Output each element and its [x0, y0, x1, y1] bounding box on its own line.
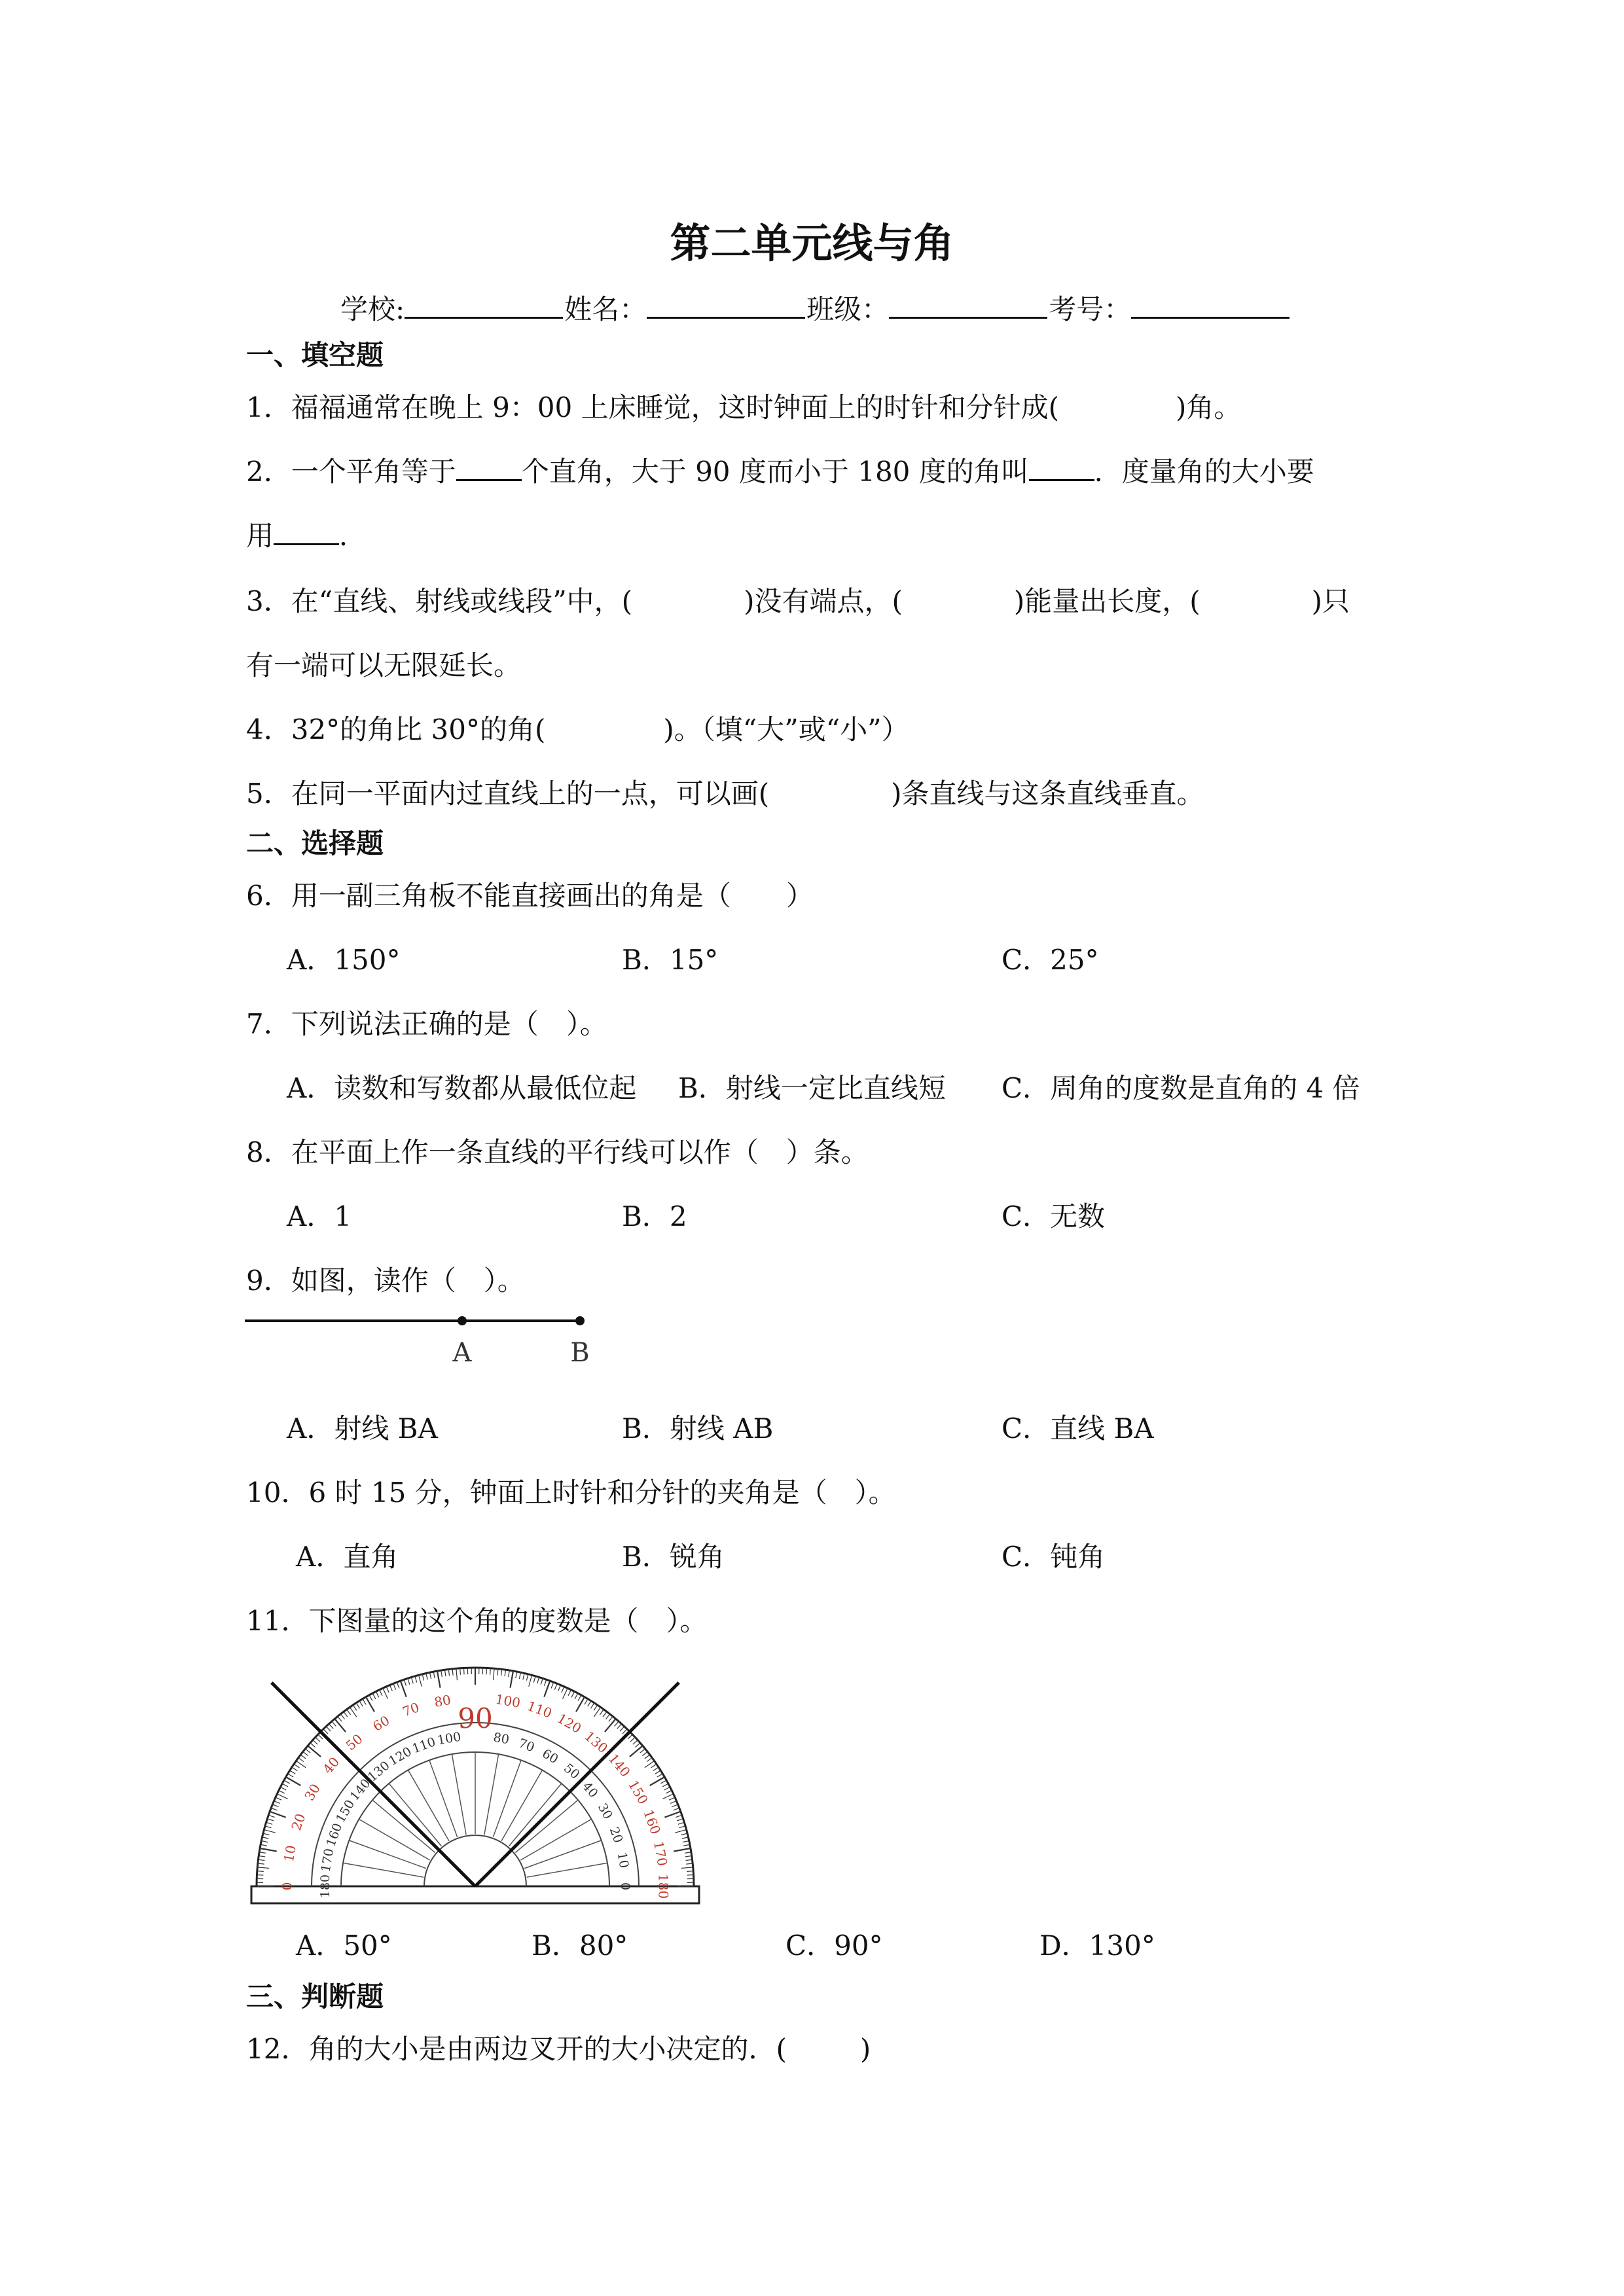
q10-option-b[interactable]: B．锐角 [622, 1541, 725, 1573]
protractor-tick [284, 1780, 290, 1784]
protractor-tick [460, 1668, 461, 1675]
protractor-radial-line [527, 1863, 607, 1877]
protractor-inner-number: 50 [560, 1761, 583, 1782]
question-3: 3．在“直线、射线或线段”中，( )没有端点，( )能量出长度，( )只 [246, 585, 1350, 617]
protractor-outer-number: 50 [342, 1731, 366, 1754]
protractor-tick [687, 1875, 694, 1876]
protractor-tick [650, 1777, 665, 1785]
protractor-outer-number: 0 [279, 1882, 295, 1891]
q8-option-b[interactable]: B．2 [622, 1200, 687, 1232]
protractor-radial-line [524, 1840, 601, 1869]
protractor-tick [676, 1815, 681, 1817]
protractor-tick [679, 1826, 685, 1828]
protractor-tick [376, 1691, 379, 1697]
protractor-tick [486, 1668, 487, 1674]
protractor-tick [415, 1676, 417, 1683]
protractor-outer-number: 80 [433, 1691, 452, 1710]
protractor-tick [615, 1721, 619, 1727]
protractor-tick [558, 1685, 561, 1691]
protractor-tick [372, 1693, 376, 1699]
protractor-tick [588, 1701, 591, 1706]
protractor-tick [419, 1675, 422, 1686]
protractor-tick [271, 1808, 277, 1810]
protractor-tick [445, 1670, 446, 1676]
q8-option-a[interactable]: A．1 [287, 1200, 352, 1232]
protractor-tick [662, 1784, 668, 1787]
question-9: 9．如图，读作（ ）。 [246, 1265, 525, 1297]
protractor-tick [261, 1844, 267, 1846]
label-b: B [570, 1338, 590, 1368]
protractor-radial-line [349, 1840, 425, 1869]
protractor-tick [353, 1705, 357, 1710]
question-7: 7．下列说法正确的是（ ）。 [246, 1008, 607, 1040]
protractor-tick [519, 1672, 520, 1679]
protractor-tick [257, 1867, 269, 1869]
protractor-tick [666, 1791, 672, 1793]
q6-option-a[interactable]: A．150° [287, 944, 401, 976]
protractor-tick [334, 1719, 346, 1732]
protractor-tick [464, 1668, 465, 1674]
protractor-tick [677, 1819, 683, 1821]
protractor-tick [298, 1758, 304, 1762]
question-1: 1．福福通常在晚上 9：00 上床睡觉，这时钟面上的时针和分针成( )角。 [246, 391, 1242, 423]
ray-figure [242, 1302, 609, 1374]
protractor-radial-line [484, 1754, 499, 1835]
protractor-tick [386, 1687, 389, 1693]
protractor-tick [562, 1687, 564, 1693]
protractor-inner-number: 160 [323, 1821, 346, 1849]
protractor-tick [554, 1683, 557, 1689]
protractor-tick [633, 1740, 638, 1745]
protractor-tick [605, 1719, 616, 1732]
protractor-outer-number: 70 [400, 1699, 422, 1720]
protractor-tick [310, 1743, 316, 1748]
protractor-tick [686, 1863, 693, 1864]
protractor-tick [674, 1848, 691, 1852]
label-a: A [452, 1338, 472, 1368]
protractor-tick [437, 1671, 441, 1688]
measured-angle-ray [272, 1683, 475, 1886]
protractor-tick [393, 1683, 396, 1689]
protractor-tick [526, 1674, 528, 1681]
protractor-tick [422, 1674, 424, 1681]
protractor-tick [404, 1679, 406, 1685]
protractor-tick [537, 1677, 539, 1684]
protractor-tick [288, 1774, 294, 1777]
protractor-tick [329, 1724, 334, 1729]
protractor-tick [544, 1679, 546, 1685]
q9-option-c[interactable]: C．直线 BA [1001, 1412, 1154, 1444]
protractor-tick [655, 1770, 660, 1774]
protractor-tick [630, 1737, 635, 1742]
protractor-tick [516, 1672, 517, 1678]
protractor-tick [523, 1674, 524, 1680]
protractor-inner-number: 20 [606, 1825, 626, 1845]
protractor-tick [578, 1695, 581, 1701]
protractor-tick [683, 1844, 690, 1846]
protractor-tick [617, 1724, 622, 1729]
protractor-tick [258, 1863, 264, 1864]
protractor-tick [647, 1758, 652, 1762]
protractor-tick [266, 1822, 273, 1824]
protractor-outer-number: 60 [370, 1712, 393, 1734]
protractor-inner-number: 0 [618, 1882, 632, 1891]
section-multiple-choice: 二、选择题 [246, 827, 384, 859]
protractor-tick [653, 1767, 659, 1770]
protractor-tick [268, 1815, 274, 1817]
protractor-tick [332, 1721, 336, 1727]
question-4: 4．32°的角比 30°的角( )。（填“大”或“小”） [246, 713, 909, 745]
question-3-continued: 有一端可以无限延长。 [246, 649, 522, 681]
protractor-tick [603, 1712, 607, 1717]
q11-option-a[interactable]: A．50° [296, 1929, 392, 1962]
protractor-inner-number: 110 [410, 1734, 438, 1757]
protractor-tick [529, 1675, 532, 1686]
protractor-tick [640, 1749, 645, 1753]
protractor-tick [576, 1697, 585, 1712]
protractor-tick [277, 1794, 287, 1799]
protractor-tick [678, 1822, 685, 1824]
protractor-tick [594, 1705, 598, 1710]
protractor-outer-number: 30 [301, 1781, 323, 1804]
protractor-tick [681, 1833, 687, 1835]
protractor-tick [541, 1678, 543, 1685]
protractor-tick [620, 1727, 624, 1731]
protractor-radial-line [343, 1863, 424, 1877]
protractor-inner-number: 70 [516, 1736, 537, 1755]
protractor-tick [657, 1774, 663, 1777]
q7-option-a[interactable]: A．读数和写数都从最低位起 [287, 1072, 637, 1104]
protractor-tick [261, 1841, 268, 1842]
protractor-tick [369, 1695, 372, 1701]
protractor-tick [662, 1794, 673, 1799]
protractor-figure [242, 1662, 720, 1911]
q6-option-b[interactable]: B．15° [622, 944, 719, 976]
q7-option-b[interactable]: B．射线一定比直线短 [678, 1072, 946, 1104]
protractor-tick [682, 1837, 689, 1839]
q10-option-c[interactable]: C．钝角 [1001, 1541, 1106, 1573]
protractor-tick [681, 1867, 693, 1869]
protractor-tick [316, 1737, 320, 1742]
q11-option-d[interactable]: D．130° [1039, 1929, 1155, 1962]
measured-angle-ray [475, 1683, 679, 1886]
protractor-tick [609, 1716, 613, 1721]
question-2-continued: 用 ． [246, 520, 367, 552]
protractor-tick [257, 1871, 264, 1872]
protractor-tick [533, 1676, 535, 1683]
protractor-tick [426, 1674, 427, 1680]
protractor-tick [263, 1833, 270, 1835]
name-label: 姓名： [564, 293, 647, 325]
protractor-tick [290, 1770, 295, 1774]
protractor-tick [685, 1856, 692, 1857]
question-6: 6．用一副三角板不能直接画出的角是（ ） [246, 880, 814, 912]
question-12: 12．角的大小是由两边叉开的大小决定的．( ) [246, 2033, 871, 2065]
protractor-tick [286, 1777, 301, 1785]
question-8: 8．在平面上作一条直线的平行线可以作（ ）条。 [246, 1136, 869, 1168]
protractor-tick [510, 1671, 513, 1688]
protractor-tick [636, 1743, 641, 1748]
protractor-tick [490, 1668, 491, 1675]
school-blank[interactable] [405, 293, 563, 319]
protractor-tick [347, 1710, 351, 1715]
protractor-tick [292, 1767, 297, 1770]
protractor-tick [257, 1875, 263, 1876]
protractor-tick [563, 1688, 568, 1698]
protractor-tick [551, 1682, 554, 1688]
protractor-tick [605, 1714, 609, 1719]
protractor-tick [276, 1797, 281, 1800]
exam-number-label: 考号： [1049, 293, 1132, 325]
protractor-tick [590, 1703, 594, 1708]
protractor-tick [262, 1837, 269, 1839]
protractor-tick [305, 1749, 310, 1753]
question-2: 2．一个平角等于 个直角，大于 90 度而小于 180 度的角叫 ．度量角的大小要 [246, 456, 1314, 488]
protractor-90-label: 90 [458, 1702, 493, 1734]
protractor-tick [430, 1672, 431, 1679]
section-true-false: 三、判断题 [246, 1981, 384, 2013]
protractor-tick [456, 1668, 458, 1680]
protractor-tick [686, 1859, 693, 1860]
protractor-inner-number: 80 [492, 1730, 511, 1748]
protractor-tick [675, 1830, 686, 1833]
protractor-outer-number: 10 [280, 1844, 299, 1863]
protractor-tick [585, 1699, 588, 1705]
exam-number-blank[interactable] [1131, 293, 1290, 319]
protractor-tick [645, 1755, 650, 1759]
protractor-tick [571, 1691, 575, 1697]
protractor-tick [264, 1830, 275, 1833]
protractor-tick [366, 1697, 374, 1712]
protractor-tick [294, 1764, 299, 1768]
protractor-tick [356, 1703, 359, 1708]
protractor-tick [630, 1746, 643, 1757]
protractor-tick [308, 1746, 321, 1757]
protractor-inner-number: 130 [365, 1758, 393, 1785]
protractor-outer-number: 130 [581, 1728, 611, 1757]
question-11: 11．下图量的这个角的度数是（ ）。 [246, 1605, 708, 1637]
protractor-inner-number: 170 [318, 1847, 337, 1874]
protractor-tick [575, 1693, 578, 1699]
protractor-tick [433, 1672, 435, 1678]
protractor-tick [383, 1688, 388, 1698]
page-title: 第二单元线与角 [670, 219, 954, 267]
protractor-tick [303, 1751, 308, 1755]
protractor-tick [660, 1780, 666, 1784]
protractor-tick [664, 1787, 670, 1790]
protractor-tick [326, 1727, 331, 1731]
protractor-tick [363, 1699, 366, 1705]
protractor-outer-number: 140 [605, 1750, 634, 1780]
protractor-outer-number: 100 [494, 1691, 522, 1712]
protractor-tick [642, 1751, 647, 1755]
q10-option-a[interactable]: A．直角 [296, 1541, 399, 1573]
q9-option-a[interactable]: A．射线 BA [287, 1412, 438, 1444]
q8-option-c[interactable]: C．无数 [1001, 1200, 1106, 1232]
protractor-radial-line [452, 1754, 466, 1835]
point-b [575, 1316, 585, 1325]
protractor-tick [340, 1714, 344, 1719]
protractor-radial-line [493, 1760, 521, 1837]
protractor-tick [411, 1677, 413, 1684]
protractor-tick [672, 1804, 677, 1807]
protractor-inner-number: 10 [614, 1851, 632, 1870]
protractor-tick [408, 1678, 410, 1685]
protractor-tick [259, 1852, 266, 1854]
protractor-tick [274, 1801, 280, 1803]
name-blank[interactable] [647, 293, 805, 319]
protractor-outer-number: 110 [525, 1698, 554, 1721]
protractor-tick [685, 1852, 691, 1854]
school-label: 学校: [340, 293, 405, 325]
protractor-tick [448, 1669, 449, 1676]
answer-blank[interactable] [274, 521, 339, 545]
protractor-tick [397, 1682, 399, 1688]
protractor-outer-number: 160 [640, 1807, 664, 1837]
protractor-tick [313, 1740, 317, 1745]
protractor-tick [344, 1712, 348, 1717]
student-info-line [340, 288, 1291, 327]
q9-option-b[interactable]: B．射线 AB [622, 1412, 774, 1444]
protractor-outer-number: 180 [655, 1873, 672, 1899]
protractor-tick [260, 1848, 277, 1852]
question-5: 5．在同一平面内过直线上的一点，可以画( )条直线与这条直线垂直。 [246, 778, 1204, 810]
class-label: 班级： [806, 293, 890, 325]
protractor-tick [497, 1669, 498, 1676]
protractor-tick [509, 1670, 510, 1677]
protractor-tick [300, 1755, 306, 1759]
protractor-tick [673, 1808, 679, 1810]
answer-blank[interactable] [1029, 457, 1094, 481]
protractor-tick [389, 1685, 392, 1691]
protractor-tick [687, 1871, 693, 1872]
protractor-tick [600, 1710, 604, 1715]
protractor-outer-number: 170 [650, 1840, 671, 1867]
protractor-outer-number: 150 [625, 1777, 651, 1807]
protractor-tick [282, 1784, 288, 1787]
protractor-inner-number: 150 [333, 1797, 358, 1825]
protractor-tick [380, 1690, 382, 1696]
protractor-inner-number: 30 [594, 1801, 615, 1822]
protractor-tick [265, 1826, 272, 1828]
protractor-inner-number: 60 [539, 1746, 561, 1767]
q7-option-c[interactable]: C．周角的度数是直角的 4 倍 [1001, 1072, 1360, 1104]
protractor-tick [280, 1787, 286, 1790]
protractor-tick [670, 1801, 676, 1803]
protractor-tick [568, 1690, 571, 1696]
question-10: 10．6 时 15 分，钟面上时针和分针的夹角是（ ）。 [246, 1477, 896, 1509]
section-fill-blank: 一、填空题 [246, 339, 384, 371]
protractor-tick [683, 1841, 689, 1842]
protractor-tick [669, 1797, 675, 1800]
protractor-tick [272, 1804, 278, 1807]
answer-blank[interactable] [456, 457, 522, 481]
protractor-center-arc [424, 1835, 526, 1886]
point-a [458, 1316, 467, 1325]
protractor-tick [267, 1819, 274, 1821]
protractor-tick [359, 1701, 363, 1706]
protractor-radial-line [429, 1760, 458, 1837]
protractor-tick [258, 1859, 264, 1860]
q11-option-b[interactable]: B．80° [532, 1929, 628, 1962]
q6-option-c[interactable]: C．25° [1001, 944, 1099, 976]
protractor-tick [441, 1670, 442, 1677]
protractor-inner-number: 180 [318, 1874, 333, 1899]
protractor-tick [494, 1668, 495, 1680]
protractor-tick [279, 1791, 285, 1793]
q11-option-c[interactable]: C．90° [785, 1929, 883, 1962]
protractor-tick [259, 1856, 265, 1857]
protractor-inner-number: 40 [579, 1779, 601, 1801]
protractor-outer-number: 120 [554, 1710, 585, 1736]
protractor-tick [452, 1669, 453, 1676]
protractor-tick [651, 1764, 657, 1768]
class-blank[interactable] [889, 293, 1047, 319]
protractor-inner-number: 140 [347, 1776, 374, 1804]
protractor-outer-number: 20 [288, 1811, 309, 1833]
protractor-outer-number: 40 [319, 1753, 343, 1777]
protractor-inner-number: 120 [386, 1744, 414, 1769]
protractor-inner-number: 100 [436, 1729, 463, 1748]
protractor-tick [338, 1716, 342, 1721]
